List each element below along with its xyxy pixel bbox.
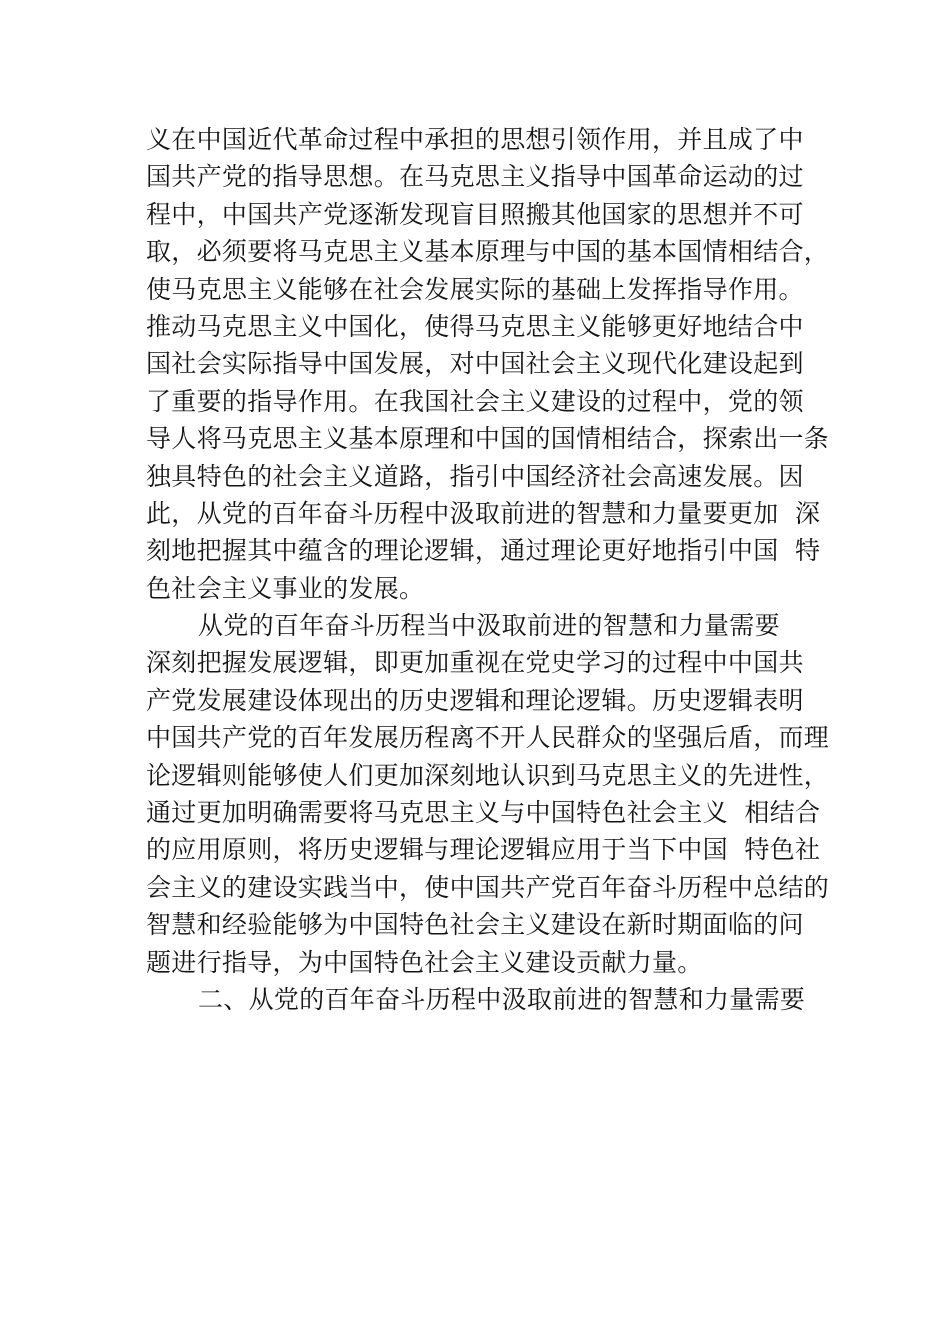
- text-line: 深刻把握发展逻辑，即更加重视在党史学习的过程中中国共: [146, 648, 804, 678]
- text-line: 了重要的指导作用。在我国社会主义建设的过程中，党的领: [146, 386, 804, 416]
- text-line: 国共产党的指导思想。在马克思主义指导中国革命运动的过: [146, 162, 804, 192]
- text-line: 的应用原则，将历史逻辑与理论逻辑应用于当下中国 特色社: [146, 835, 821, 865]
- text-line: 题进行指导，为中国特色社会主义建设贡献力量。: [146, 947, 703, 977]
- text-line: 取，必须要将马克思主义基本原理与中国的基本国情相结合，: [146, 237, 830, 267]
- paragraph-2: [146, 607, 846, 981]
- text-line: 智慧和经验能够为中国特色社会主义建设在新时期面临的问: [146, 910, 804, 940]
- text-line: 程中，中国共产党逐渐发现盲目照搬其他国家的思想并不可: [146, 199, 804, 229]
- text-line: 国社会实际指导中国发展，对中国社会主义现代化建设起到: [146, 349, 804, 379]
- body-text: [146, 121, 846, 1018]
- section-heading-text: 二、从党的百年奋斗历程中汲取前进的智慧和力量需要: [198, 984, 806, 1014]
- text-line: 通过更加明确需要将马克思主义与中国特色社会主义 相结合: [146, 798, 821, 828]
- text-line: 使马克思主义能够在社会发展实际的基础上发挥指导作用。: [146, 274, 804, 304]
- section-heading: [146, 981, 846, 1018]
- text-line: 色社会主义事业的发展。: [146, 573, 425, 603]
- text-line: 刻地把握其中蕴含的理论逻辑，通过理论更好地指引中国 特: [146, 536, 821, 566]
- text-line: 论逻辑则能够使人们更加深刻地认识到马克思主义的先进性，: [146, 760, 830, 790]
- text-line: 独具特色的社会主义道路，指引中国经济社会高速发展。因: [146, 461, 804, 491]
- text-line: 产党发展建设体现出的历史逻辑和理论逻辑。历史逻辑表明: [146, 685, 804, 715]
- text-line: 义在中国近代革命过程中承担的思想引领作用，并且成了中: [146, 125, 804, 154]
- text-line: 此，从党的百年奋斗历程中汲取前进的智慧和力量要更加 深: [146, 498, 821, 528]
- text-line: 推动马克思主义中国化，使得马克思主义能够更好地结合中: [146, 311, 804, 341]
- text-line: 会主义的建设实践当中，使中国共产党百年奋斗历程中总结的: [146, 872, 830, 902]
- text-line: 从党的百年奋斗历程当中汲取前进的智慧和力量需要: [198, 611, 780, 641]
- text-line: 中国共产党的百年发展历程离不开人民群众的坚强后盾，而理: [146, 723, 830, 753]
- paragraph-1: [146, 121, 846, 607]
- text-line: 导人将马克思主义基本原理和中国的国情相结合，探索出一条: [146, 424, 830, 454]
